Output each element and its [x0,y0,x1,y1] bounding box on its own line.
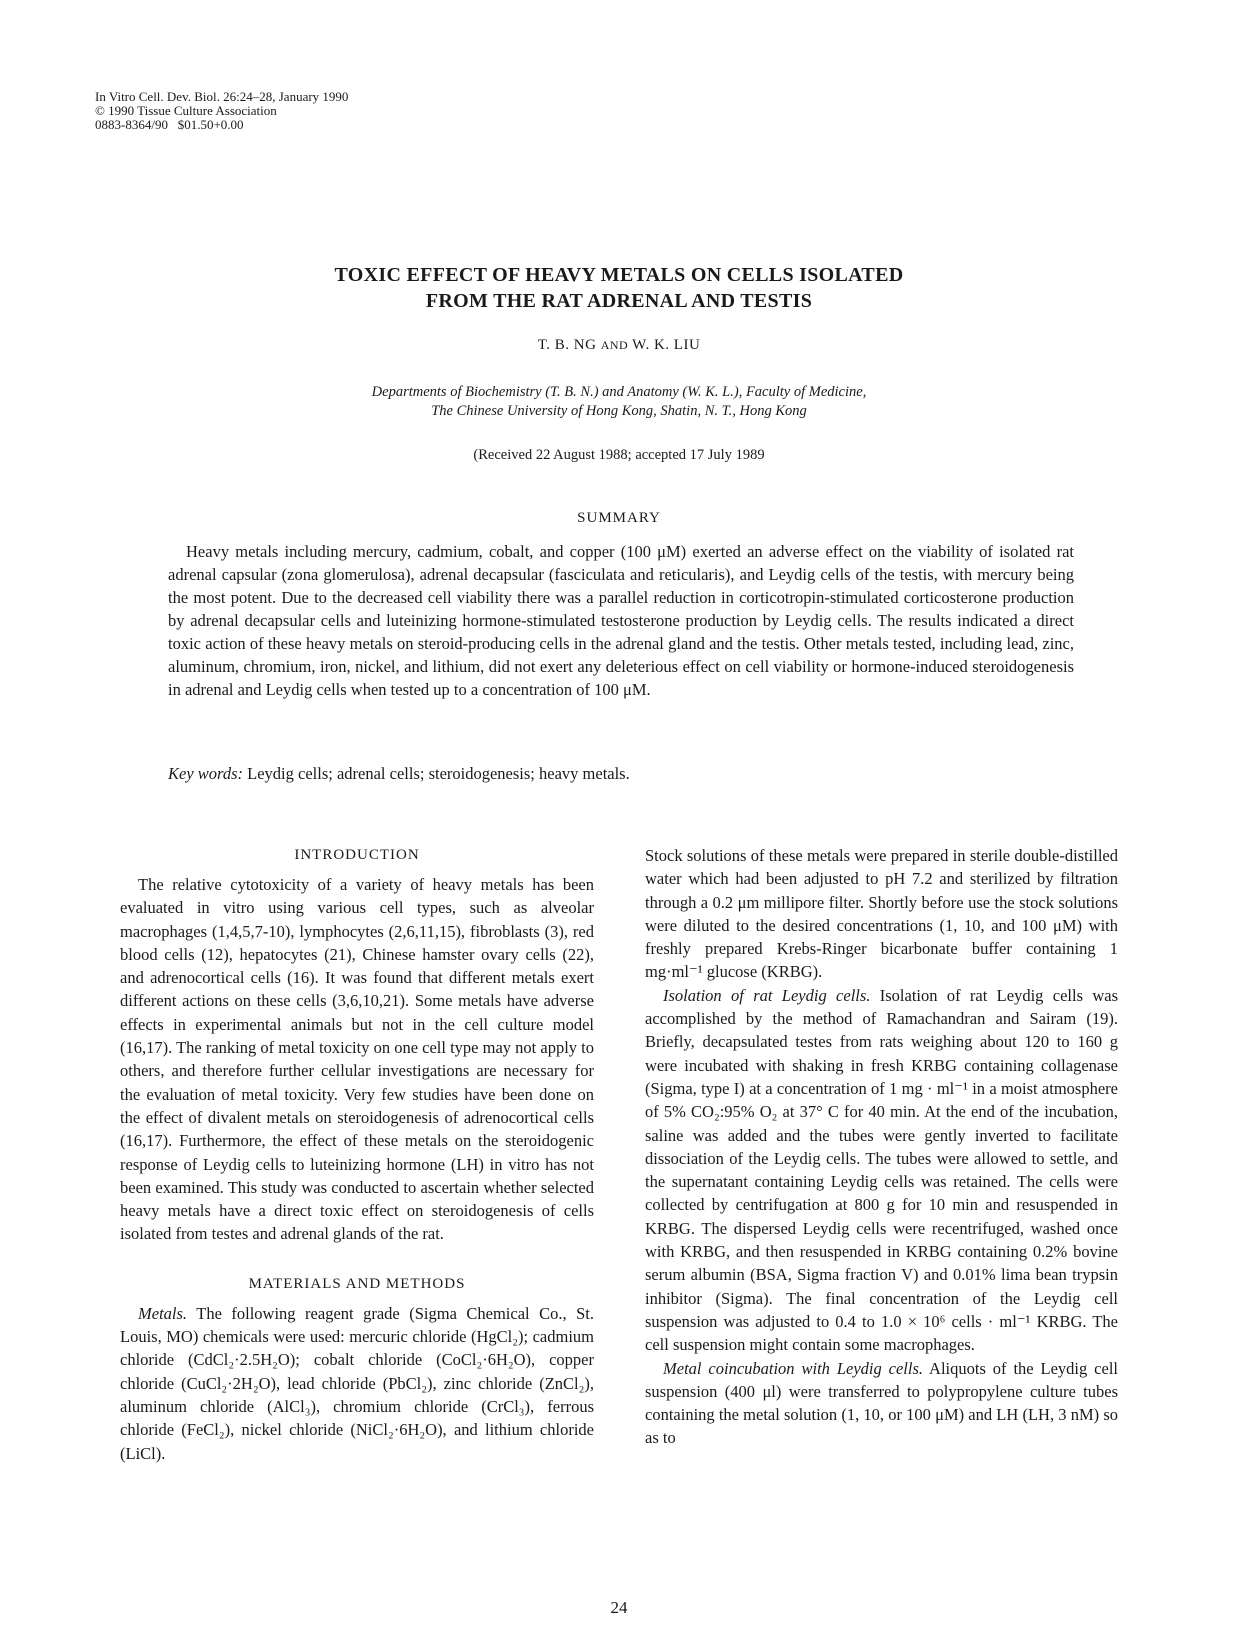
keywords-list: Leydig cells; adrenal cells; steroidogenesis; heavy metals. [247,764,630,783]
journal-code: 0883-8364/90 $01.50+0.00 [95,117,244,132]
affiliation-line-1: Departments of Biochemistry (T. B. N.) and Anatomy (W. K. L.), Faculty of Medicine, [371,384,867,400]
summary-text: Heavy metals including mercury, cadmium, cobalt, and copper (100 μM) exerted an adverse effect on the viability of isolated rat adrenal capsular (zona glomerulosa), adrenal decapsular (fasciculata and reticularis), and Leydig cells of the testis, with mercury being the most potent. Due to the decreased cell viability there was a parallel reduction in corticotropin-stimulated corticosterone production by adrenal decapsular cells and luteinizing hormone-stimulated testosterone production by Leydig cells. The results indicated a direct toxic action of these heavy metals on steroid-producing cells in the adrenal gland and the testis. Other metals tested, including lead, zinc, aluminum, chromium, iron, nickel, and lithium, did not exert any deleterious effect on cell viability or hormone-induced steroidogenesis in adrenal and Leydig cells when tested up to a concentration of 100 μM. [168,542,1074,699]
journal-citation-block [95,90,348,132]
author-line [0,337,1238,354]
summary-heading: SUMMARY [577,510,661,526]
isolation-paragraph [645,984,1118,1357]
journal-copyright: © 1990 Tissue Culture Association [95,103,277,118]
left-column [120,845,594,1465]
keywords [168,762,1074,785]
metals-label: Metals. [138,1303,188,1323]
received-dates: (Received 22 August 1988; accepted 17 July 1989 [473,447,765,463]
author-2: W. K. LIU [632,337,701,353]
article-title [0,262,1238,314]
metals-paragraph [120,1302,594,1465]
isolation-label: Isolation of rat Leydig cells. [663,985,871,1005]
coincubation-text: Aliquots of the Leydig cell suspension (400 μl) were transferred to polypropylene culture tubes containing the metal solution (1, 10, or 100 μM) and LH (LH, 3 nM) so as to [645,1358,1118,1448]
stock-solutions-paragraph: Stock solutions of these metals were prepared in sterile double-distilled water which had been adjusted to pH 7.2 and sterilized by filtration through a 0.2 μm millipore filter. Shortly before use the stock solutions were diluted to the desired concentrations (1, 10, and 100 μM) with freshly prepared Krebs-Ringer bicarbonate buffer containing 1 mg·ml⁻¹ glucose (KRBG). [645,846,1118,982]
coincubation-label: Metal coincubation with Leydig cells. [663,1358,924,1378]
title-line-2: FROM THE RAT ADRENAL AND TESTIS [425,290,813,312]
affiliation [0,383,1238,421]
introduction-paragraph: The relative cytotoxicity of a variety of heavy metals has been evaluated in vitro using various cell types, such as alveolar macrophages (1,4,5,7-10), lymphocytes (2,6,11,15), fibroblasts (3), red blood cells (12), hepatocytes (21), Chinese hamster ovary cells (22), and adrenocortical cells (16). It was found that different metals exert different actions on these cells (3,6,10,21). Some metals have adverse effects in experimental animals but not in the cell culture model (16,17). The ranking of metal toxicity on one cell type may not apply to others, and therefore further cellular investigations are necessary for the evaluation of metal toxicity. Very few studies have been done on the effect of divalent metals on steroidogenesis of adrenocortical cells (16,17). Furthermore, the effect of these metals on the steroidogenic response of Leydig cells to luteinizing hormone (LH) in vitro has not been examined. This study was conducted to ascertain whether selected heavy metals have a direct toxic effect on steroidogenesis of cells isolated from testes and adrenal glands of the rat. [120,875,594,1244]
coincubation-paragraph [645,1357,1118,1450]
journal-citation: In Vitro Cell. Dev. Biol. 26:24–28, January 1990 [95,89,349,104]
affiliation-line-2: The Chinese University of Hong Kong, Shatin, N. T., Hong Kong [431,403,807,419]
title-line-1: TOXIC EFFECT OF HEAVY METALS ON CELLS ISOLATED [334,264,904,286]
right-column [645,844,1118,1450]
methods-heading: MATERIALS AND METHODS [248,1275,466,1292]
page-number: 24 [610,1598,628,1617]
introduction-heading: INTRODUCTION [294,847,420,863]
isolation-text: Isolation of rat Leydig cells was accomplished by the method of Ramachandran and Sairam (19). Briefly, decapsulated testes from rats weighing about 120 to 160 g were incubated with shaking in fresh KRBG containing collagenase (Sigma, type I) at a concentration of 1 mg · ml⁻¹ in a moist atmosphere of 5% CO₂:95% O₂ at 37° C for 40 min. At the end of the incubation, saline was added and the tubes were gently inverted to facilitate dissociation of the Leydig cells. The tubes were allowed to settle, and the supernatant containing Leydig cells was retained. The cells were collected by centrifugation at 800 g for 10 min and resuspended in KRBG. The dispersed Leydig cells were recentrifuged, washed once with KRBG, and then resuspended in KRBG containing 0.2% bovine serum albumin (BSA, Sigma fraction V) and 0.01% lima bean trypsin inhibitor (Sigma). The final concentration of the Leydig cell suspension was adjusted to 0.4 to 1.0 × 10⁶ cells · ml⁻¹ KRBG. The cell suspension might contain some macrophages. [645,985,1118,1355]
keywords-label: Key words: [168,764,244,783]
author-1: T. B. NG [537,337,597,353]
author-conjunction: AND [600,338,629,352]
metals-text: The following reagent grade (Sigma Chemical Co., St. Louis, MO) chemicals were used: mercuric chloride (HgCl₂); cadmium chloride (CdCl₂·2.5H₂O); cobalt chloride (CoCl₂·6H₂O), copper chloride (CuCl₂·2H₂O), lead chloride (PbCl₂), zinc chloride (ZnCl₂), aluminum chloride (AlCl₃), chromium chloride (CrCl₃), ferrous chloride (FeCl₂), nickel chloride (NiCl₂·6H₂O), and lithium chloride (LiCl). [120,1303,594,1463]
